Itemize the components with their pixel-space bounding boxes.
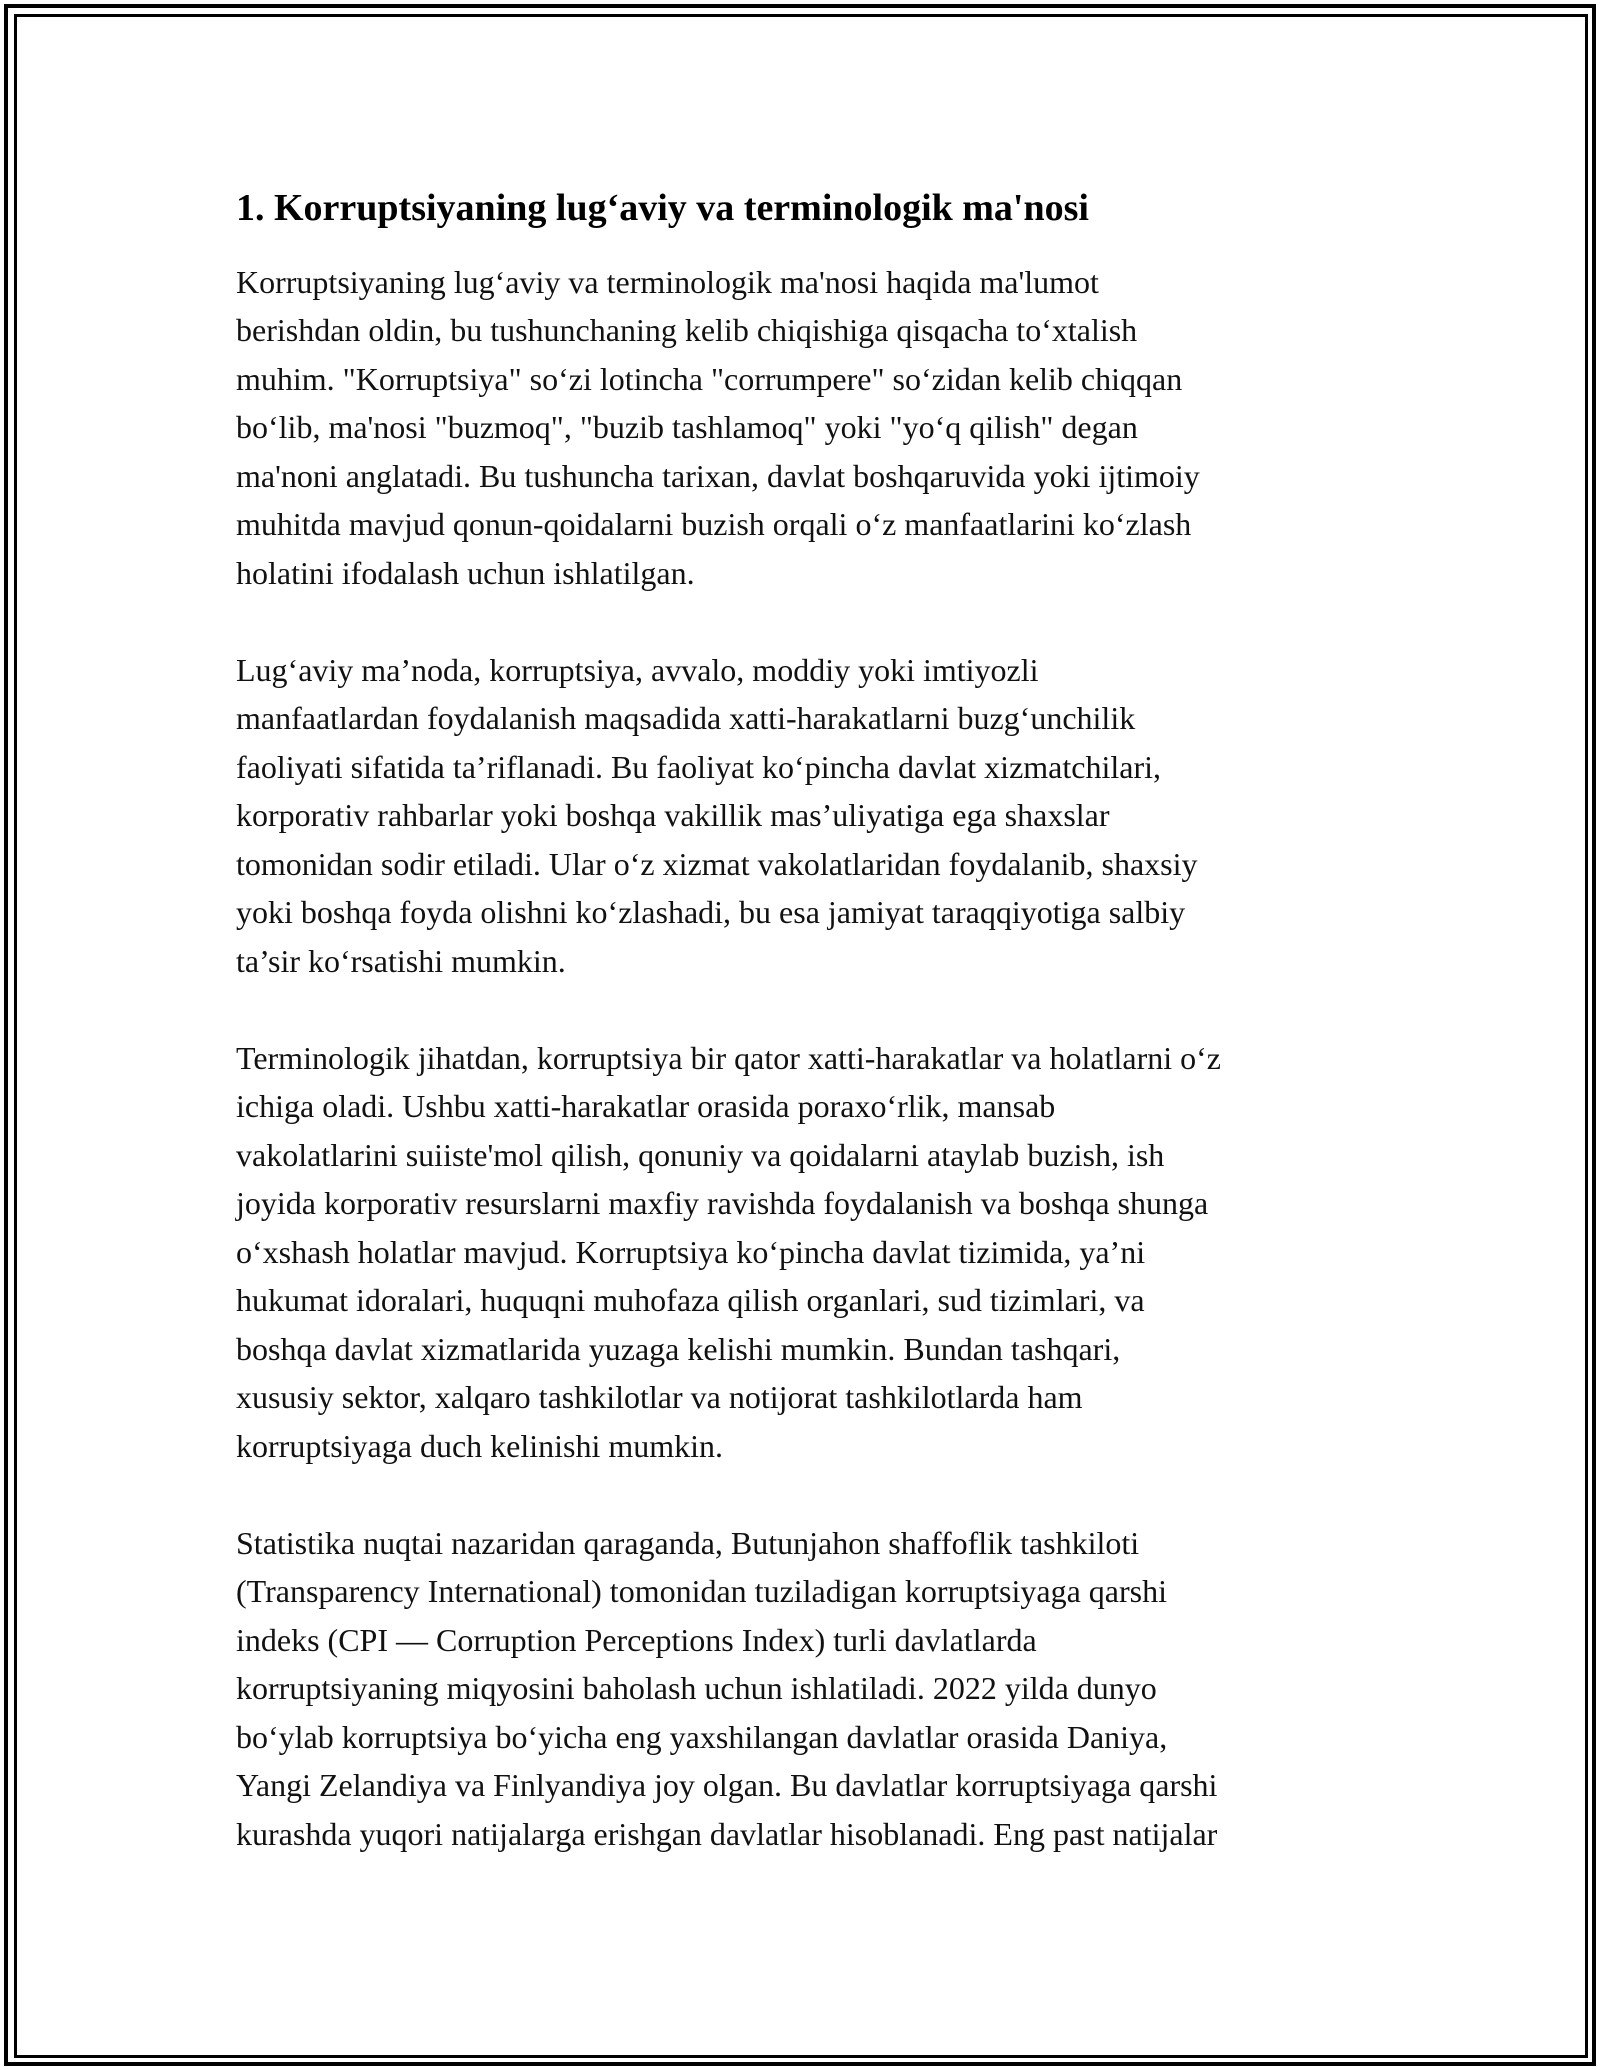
section-heading: 1. Korruptsiyaning lug‘aviy va terminologik ma'nosi bbox=[236, 187, 1089, 229]
paragraph-line: ta’sir ko‘rsatishi mumkin. bbox=[236, 942, 566, 979]
paragraph-line: ma'noni anglatadi. Bu tushuncha tarixan, davlat boshqaruvida yoki ijtimoiy bbox=[236, 457, 1200, 494]
paragraph-line: manfaatlardan foydalanish maqsadida xatti-harakatlarni buzg‘unchilik bbox=[236, 700, 1136, 737]
paragraph-line: (Transparency International) tomonidan tuziladigan korruptsiyaga qarshi bbox=[236, 1573, 1167, 1610]
paragraph-line: korporativ rahbarlar yoki boshqa vakillik mas’uliyatiga ega shaxslar bbox=[236, 797, 1110, 834]
paragraph-line: hukumat idoralari, huquqni muhofaza qilish organlari, sud tizimlari, va bbox=[236, 1282, 1145, 1319]
paragraph-line: tomonidan sodir etiladi. Ular o‘z xizmat vakolatlaridan foydalanib, shaxsiy bbox=[236, 845, 1198, 882]
paragraph-line: xususiy sektor, xalqaro tashkilotlar va notijorat tashkilotlarda ham bbox=[236, 1379, 1083, 1416]
paragraph-line: yoki boshqa foyda olishni ko‘zlashadi, bu esa jamiyat taraqqiyotiga salbiy bbox=[236, 894, 1186, 931]
paragraph-line: bo‘ylab korruptsiya bo‘yicha eng yaxshilangan davlatlar orasida Daniya, bbox=[236, 1718, 1168, 1755]
paragraph-line: indeks (CPI — Corruption Perceptions Index) turli davlatlarda bbox=[236, 1621, 1037, 1658]
paragraph-line: Terminologik jihatdan, korruptsiya bir qator xatti-harakatlar va holatlarni o‘z bbox=[236, 1039, 1221, 1076]
paragraph-list bbox=[236, 258, 1378, 1859]
paragraph-3 bbox=[236, 1034, 1378, 1471]
document-body bbox=[236, 186, 1378, 1907]
paragraph-line: korruptsiyaga duch kelinishi mumkin. bbox=[236, 1427, 724, 1464]
paragraph-line: berishdan oldin, bu tushunchaning kelib chiqishiga qisqacha to‘xtalish bbox=[236, 312, 1138, 349]
paragraph-line: o‘xshash holatlar mavjud. Korruptsiya ko‘pincha davlat tizimida, ya’ni bbox=[236, 1233, 1146, 1270]
paragraph-4 bbox=[236, 1519, 1378, 1859]
paragraph-line: Lug‘aviy ma’noda, korruptsiya, avvalo, moddiy yoki imtiyozli bbox=[236, 651, 1039, 688]
paragraph-line: ichiga oladi. Ushbu xatti-harakatlar orasida poraxo‘rlik, mansab bbox=[236, 1088, 1056, 1125]
paragraph-line: korruptsiyaning miqyosini baholash uchun ishlatiladi. 2022 yilda dunyo bbox=[236, 1670, 1157, 1707]
paragraph-line: Statistika nuqtai nazaridan qaraganda, Butunjahon shaffoflik tashkiloti bbox=[236, 1524, 1140, 1561]
paragraph-1 bbox=[236, 258, 1378, 598]
paragraph-line: muhim. "Korruptsiya" so‘zi lotincha "corrumpere" so‘zidan kelib chiqqan bbox=[236, 360, 1183, 397]
paragraph-line: boshqa davlat xizmatlarida yuzaga kelishi mumkin. Bundan tashqari, bbox=[236, 1330, 1121, 1367]
paragraph-line: Yangi Zelandiya va Finlyandiya joy olgan. Bu davlatlar korruptsiyaga qarshi bbox=[236, 1767, 1218, 1804]
paragraph-line: kurashda yuqori natijalarga erishgan davlatlar hisoblanadi. Eng past natijalar bbox=[236, 1815, 1218, 1852]
paragraph-line: holatini ifodalash uchun ishlatilgan. bbox=[236, 554, 695, 591]
paragraph-line: vakolatlarini suiiste'mol qilish, qonuniy va qoidalarni ataylab buzish, ish bbox=[236, 1136, 1165, 1173]
paragraph-line: muhitda mavjud qonun-qoidalarni buzish orqali o‘z manfaatlarini ko‘zlash bbox=[236, 506, 1192, 543]
paragraph-line: joyida korporativ resurslarni maxfiy ravishda foydalanish va boshqa shunga bbox=[236, 1185, 1209, 1222]
paragraph-line: faoliyati sifatida ta’riflanadi. Bu faoliyat ko‘pincha davlat xizmatchilari, bbox=[236, 748, 1161, 785]
paragraph-line: bo‘lib, ma'nosi "buzmoq", "buzib tashlamoq" yoki "yo‘q qilish" degan bbox=[236, 409, 1138, 446]
paragraph-2 bbox=[236, 646, 1378, 986]
paragraph-line: Korruptsiyaning lug‘aviy va terminologik ma'nosi haqida ma'lumot bbox=[236, 263, 1099, 300]
